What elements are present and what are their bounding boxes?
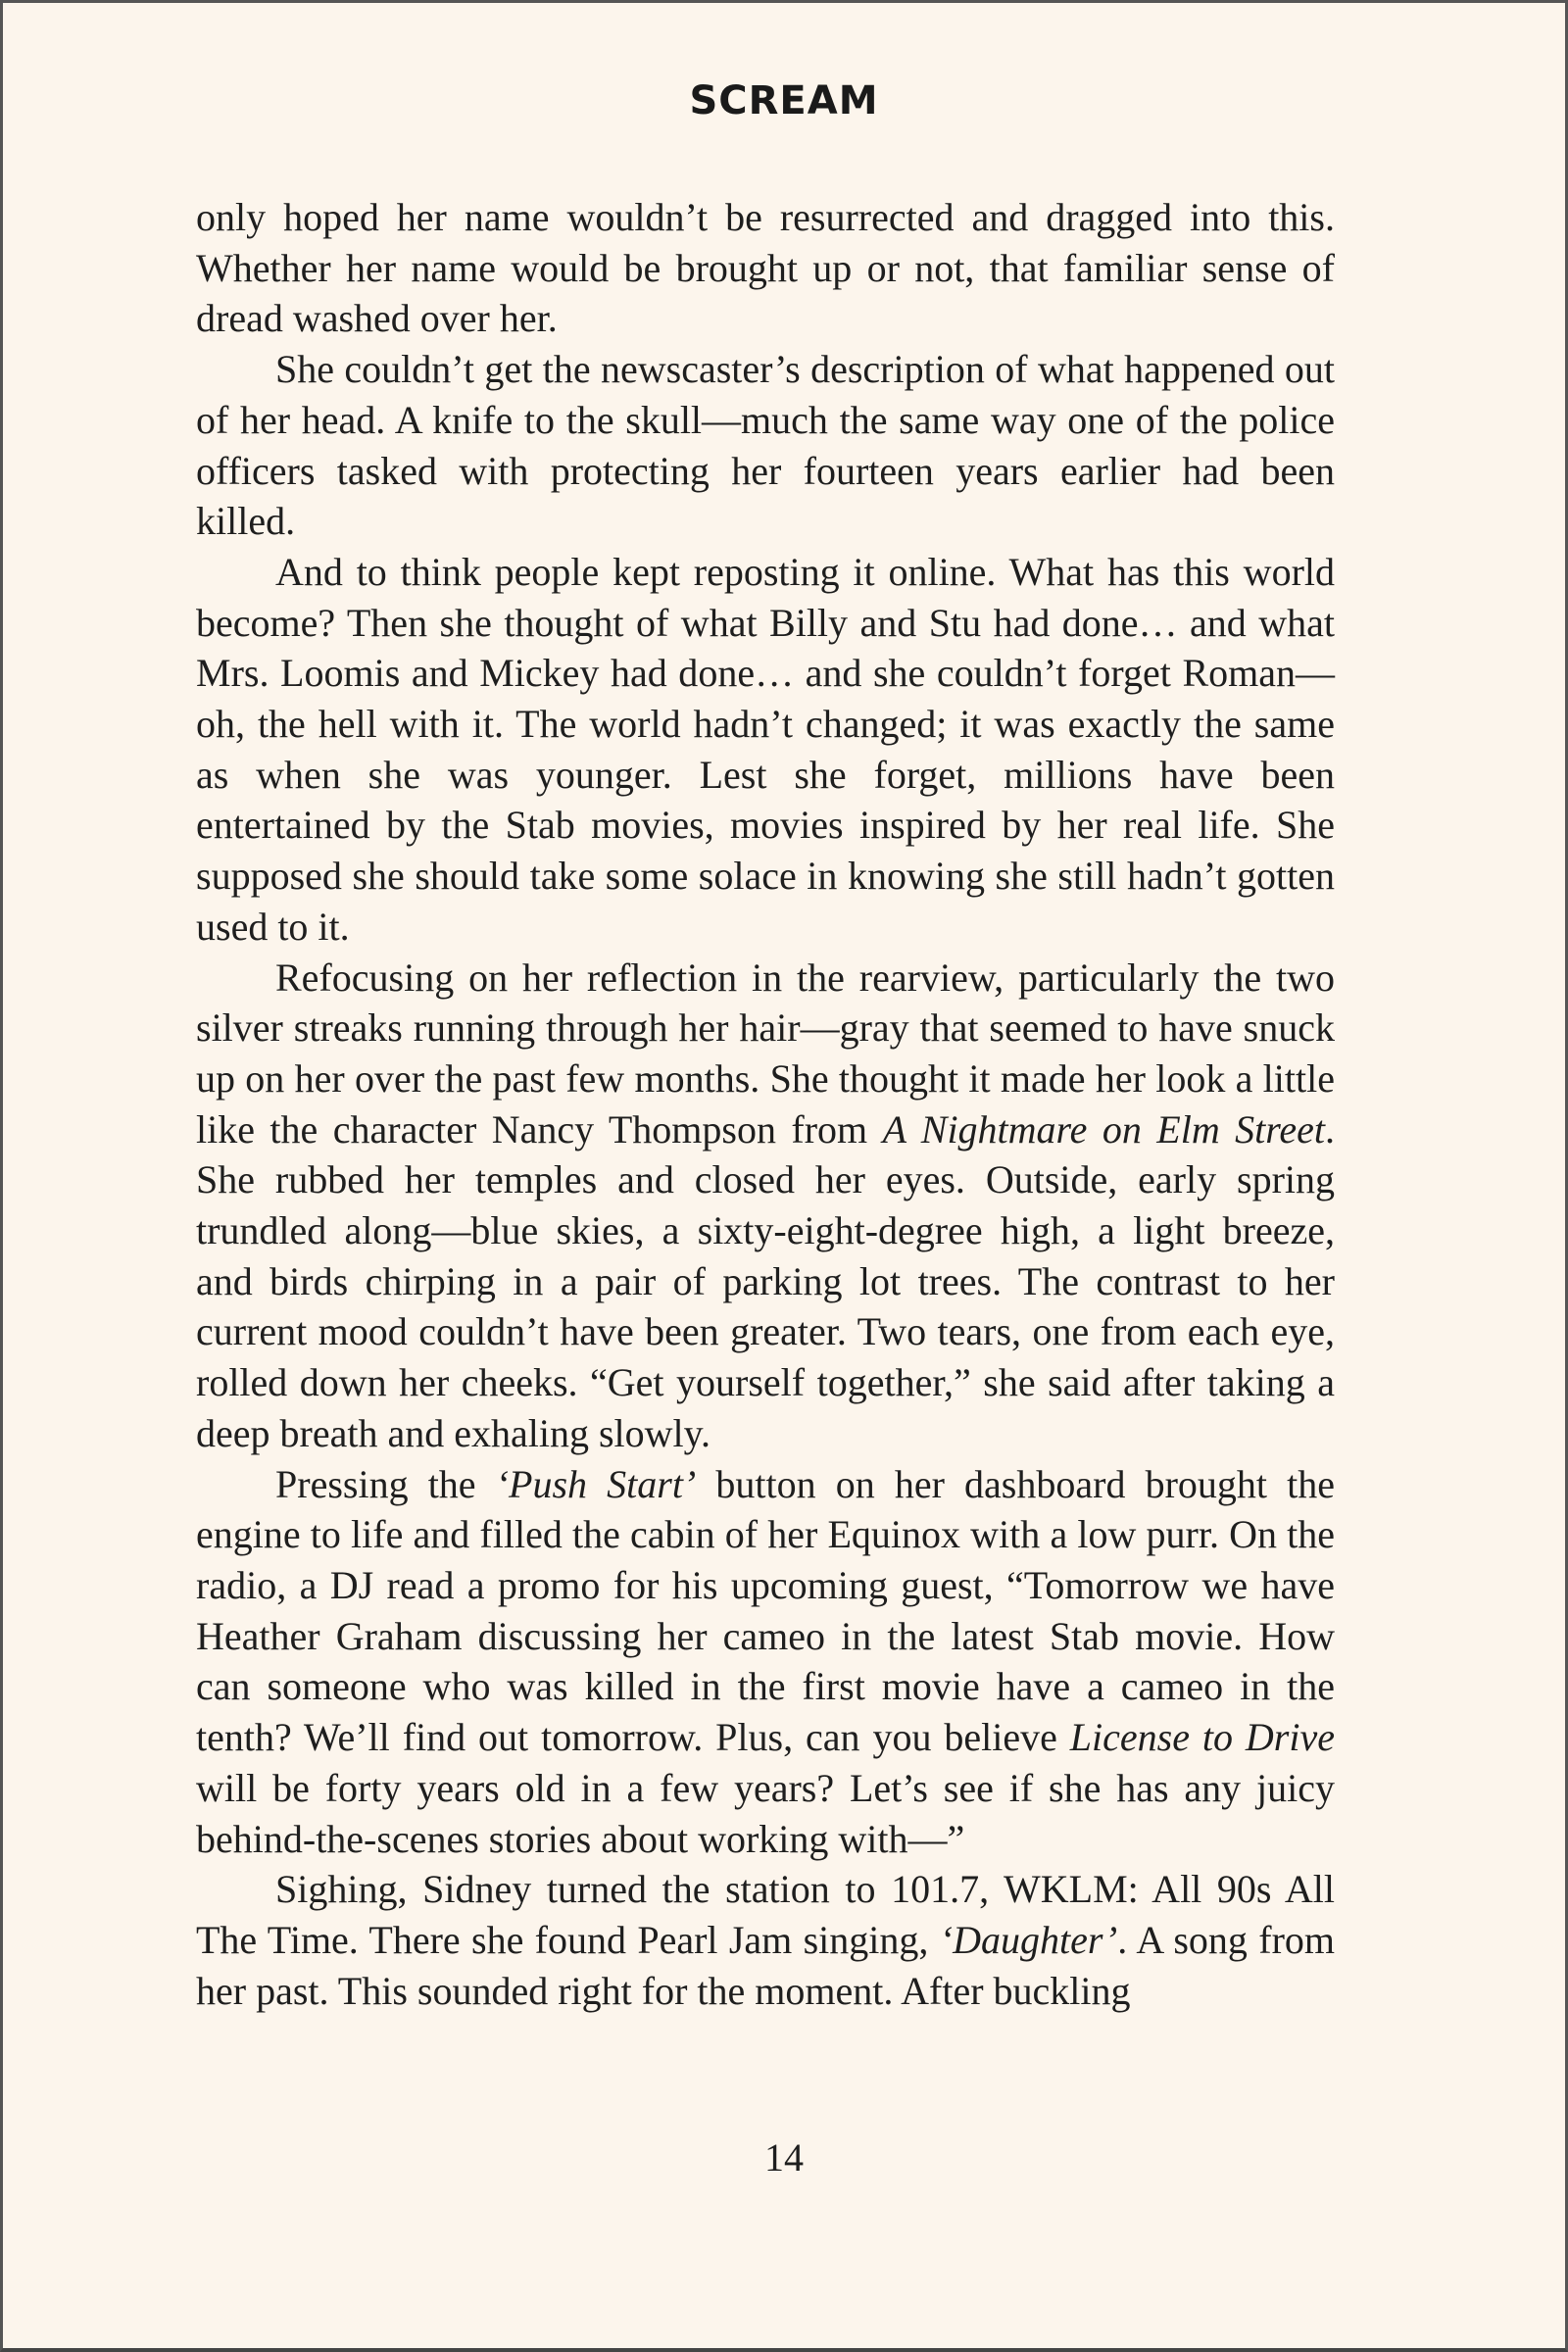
paragraph	[196, 1459, 1335, 1865]
text-run: And to think people kept reposting it online. What has this world become? Then she thought of what Billy and Stu had done… and what Mrs. Loomis and Mickey had done… and she couldn’t forget Roman—oh, the hell with it. The world hadn’t changed; it was exactly the same as when she was younger. Lest she forget, millions have been entertained by the Stab movies, movies inspired by her real life. She supposed she should take some solace in knowing she still hadn’t gotten used to it.	[196, 549, 1335, 949]
text-run: Pressing the	[275, 1461, 496, 1506]
text-run: . A song from her past. This sounded right for the moment. After buckling	[196, 1917, 1335, 2013]
text-run: She couldn’t get the newscaster’s description of what happened out of her head. A knife to the skull—much the same way one of the police officers tasked with protecting her fourteen years earlier had been killed.	[196, 347, 1335, 544]
italic-title: A Nightmare on Elm Street	[882, 1106, 1325, 1152]
italic-title: ‘Daughter’	[939, 1917, 1118, 1962]
paragraph	[196, 953, 1335, 1459]
paragraph	[196, 192, 1335, 344]
text-run: button on her dashboard brought the engine to life and filled the cabin of her Equinox with a low purr. On the radio, a DJ read a promo for his upcoming guest, “Tomorrow we have Heather Graham discussing her cameo in the latest Stab movie. How can someone who was killed in the first movie have a cameo in the tenth? We’ll find out tomorrow. Plus, can you believe	[196, 1461, 1335, 1760]
italic-title: License to Drive	[1069, 1715, 1335, 1760]
paragraph	[196, 344, 1335, 547]
paragraph	[196, 1864, 1335, 2016]
running-head: SCREAM	[689, 78, 879, 123]
body-text	[196, 192, 1335, 2016]
page-number: 14	[764, 2135, 804, 2180]
text-run: will be forty years old in a few years? Let’s see if she has any juicy behind-the-scenes stories about working with—”	[196, 1765, 1335, 1861]
text-run: only hoped her name wouldn’t be resurrected and dragged into this. Whether her name would be brought up or not, that familiar sense of dread washed over her.	[196, 195, 1335, 341]
text-run: Sighing, Sidney turned the station to 101.7, WKLM: All 90s All The Time. There she found Pearl Jam singing,	[196, 1867, 1335, 1962]
paragraph	[196, 547, 1335, 953]
text-run: Refocusing on her reflection in the rearview, particularly the two silver streaks running through her hair—gray that seemed to have snuck up on her over the past few months. She thought it made her look a little like the character Nancy Thompson from	[196, 955, 1335, 1152]
italic-title: ‘Push Start’	[495, 1461, 697, 1506]
text-run: . She rubbed her temples and closed her eyes. Outside, early spring trundled along—blue skies, a sixty-eight-degree high, a light breeze, and birds chirping in a pair of parking lot trees. The contrast to her current mood couldn’t have been greater. Two tears, one from each eye, rolled down her cheeks. “Get yourself together,” she said after taking a deep breath and exhaling slowly.	[196, 1106, 1335, 1455]
